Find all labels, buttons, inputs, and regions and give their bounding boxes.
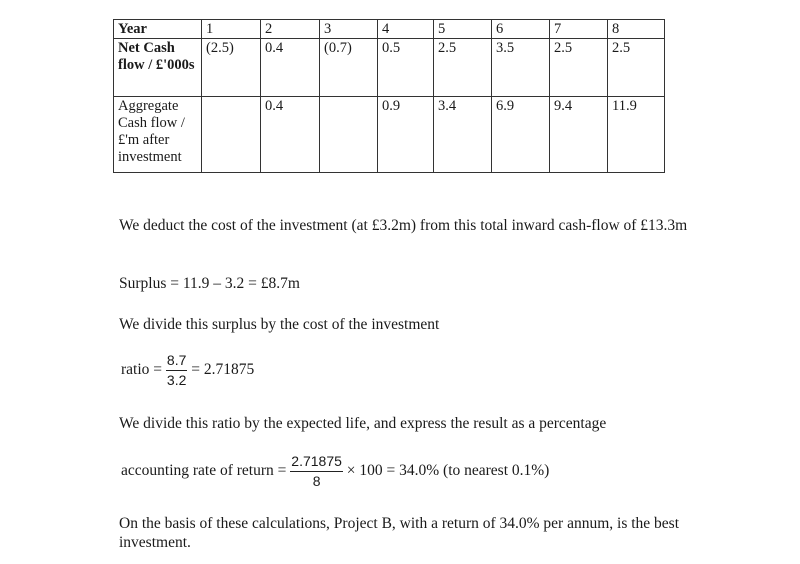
year-cell: 1: [202, 20, 261, 39]
year-cell: 6: [492, 20, 550, 39]
aggregate-cell: [320, 97, 378, 173]
year-header: Year: [114, 20, 202, 39]
divide-cost-paragraph: We divide this surplus by the cost of the investment: [119, 316, 440, 333]
aggregate-label: Aggregate Cash flow / £'m after investment: [114, 97, 202, 173]
aggregate-cell: 3.4: [434, 97, 492, 173]
ratio-numerator: 8.7: [166, 352, 187, 371]
net-cash-cell: 0.5: [378, 39, 434, 97]
cash-flow-table: [113, 19, 665, 173]
ratio-fraction: [166, 352, 187, 389]
ratio-label: ratio =: [121, 361, 163, 379]
year-cell: 7: [550, 20, 608, 39]
aggregate-cell: [202, 97, 261, 173]
aggregate-cell: 9.4: [550, 97, 608, 173]
year-row: [114, 20, 665, 39]
aggregate-cell: 11.9: [608, 97, 665, 173]
aggregate-cell: 0.9: [378, 97, 434, 173]
net-cash-cell: (2.5): [202, 39, 261, 97]
year-cell: 8: [608, 20, 665, 39]
net-cash-cell: 2.5: [434, 39, 492, 97]
net-cash-row: [114, 39, 665, 97]
aggregate-cell: 0.4: [261, 97, 320, 173]
ratio-result: = 2.71875: [191, 361, 255, 379]
divide-life-paragraph: We divide this ratio by the expected life, and express the result as a percentage: [119, 415, 607, 432]
year-cell: 3: [320, 20, 378, 39]
ratio-denominator: 3.2: [166, 372, 187, 388]
ratio-equation: [121, 352, 254, 389]
aggregate-cell: 6.9: [492, 97, 550, 173]
arr-result: × 100 = 34.0% (to nearest 0.1%): [346, 462, 550, 480]
year-cell: 5: [434, 20, 492, 39]
net-cash-label: Net Cash flow / £'000s: [114, 39, 202, 97]
arr-numerator: 2.71875: [290, 453, 343, 472]
arr-label: accounting rate of return =: [121, 462, 287, 480]
arr-denominator: 8: [312, 473, 321, 489]
aggregate-row: [114, 97, 665, 173]
year-cell: 2: [261, 20, 320, 39]
net-cash-cell: 2.5: [608, 39, 665, 97]
net-cash-cell: 0.4: [261, 39, 320, 97]
arr-equation: [121, 453, 549, 490]
year-cell: 4: [378, 20, 434, 39]
deduct-paragraph: We deduct the cost of the investment (at £3.2m) from this total inward cash-flow of £13.3m: [119, 217, 688, 234]
surplus-equation: Surplus = 11.9 – 3.2 = £8.7m: [119, 275, 300, 292]
arr-fraction: [290, 453, 343, 490]
conclusion-paragraph: On the basis of these calculations, Project B, with a return of 34.0% per annum, is the best investment.: [119, 515, 680, 551]
net-cash-cell: 3.5: [492, 39, 550, 97]
net-cash-cell: 2.5: [550, 39, 608, 97]
net-cash-cell: (0.7): [320, 39, 378, 97]
